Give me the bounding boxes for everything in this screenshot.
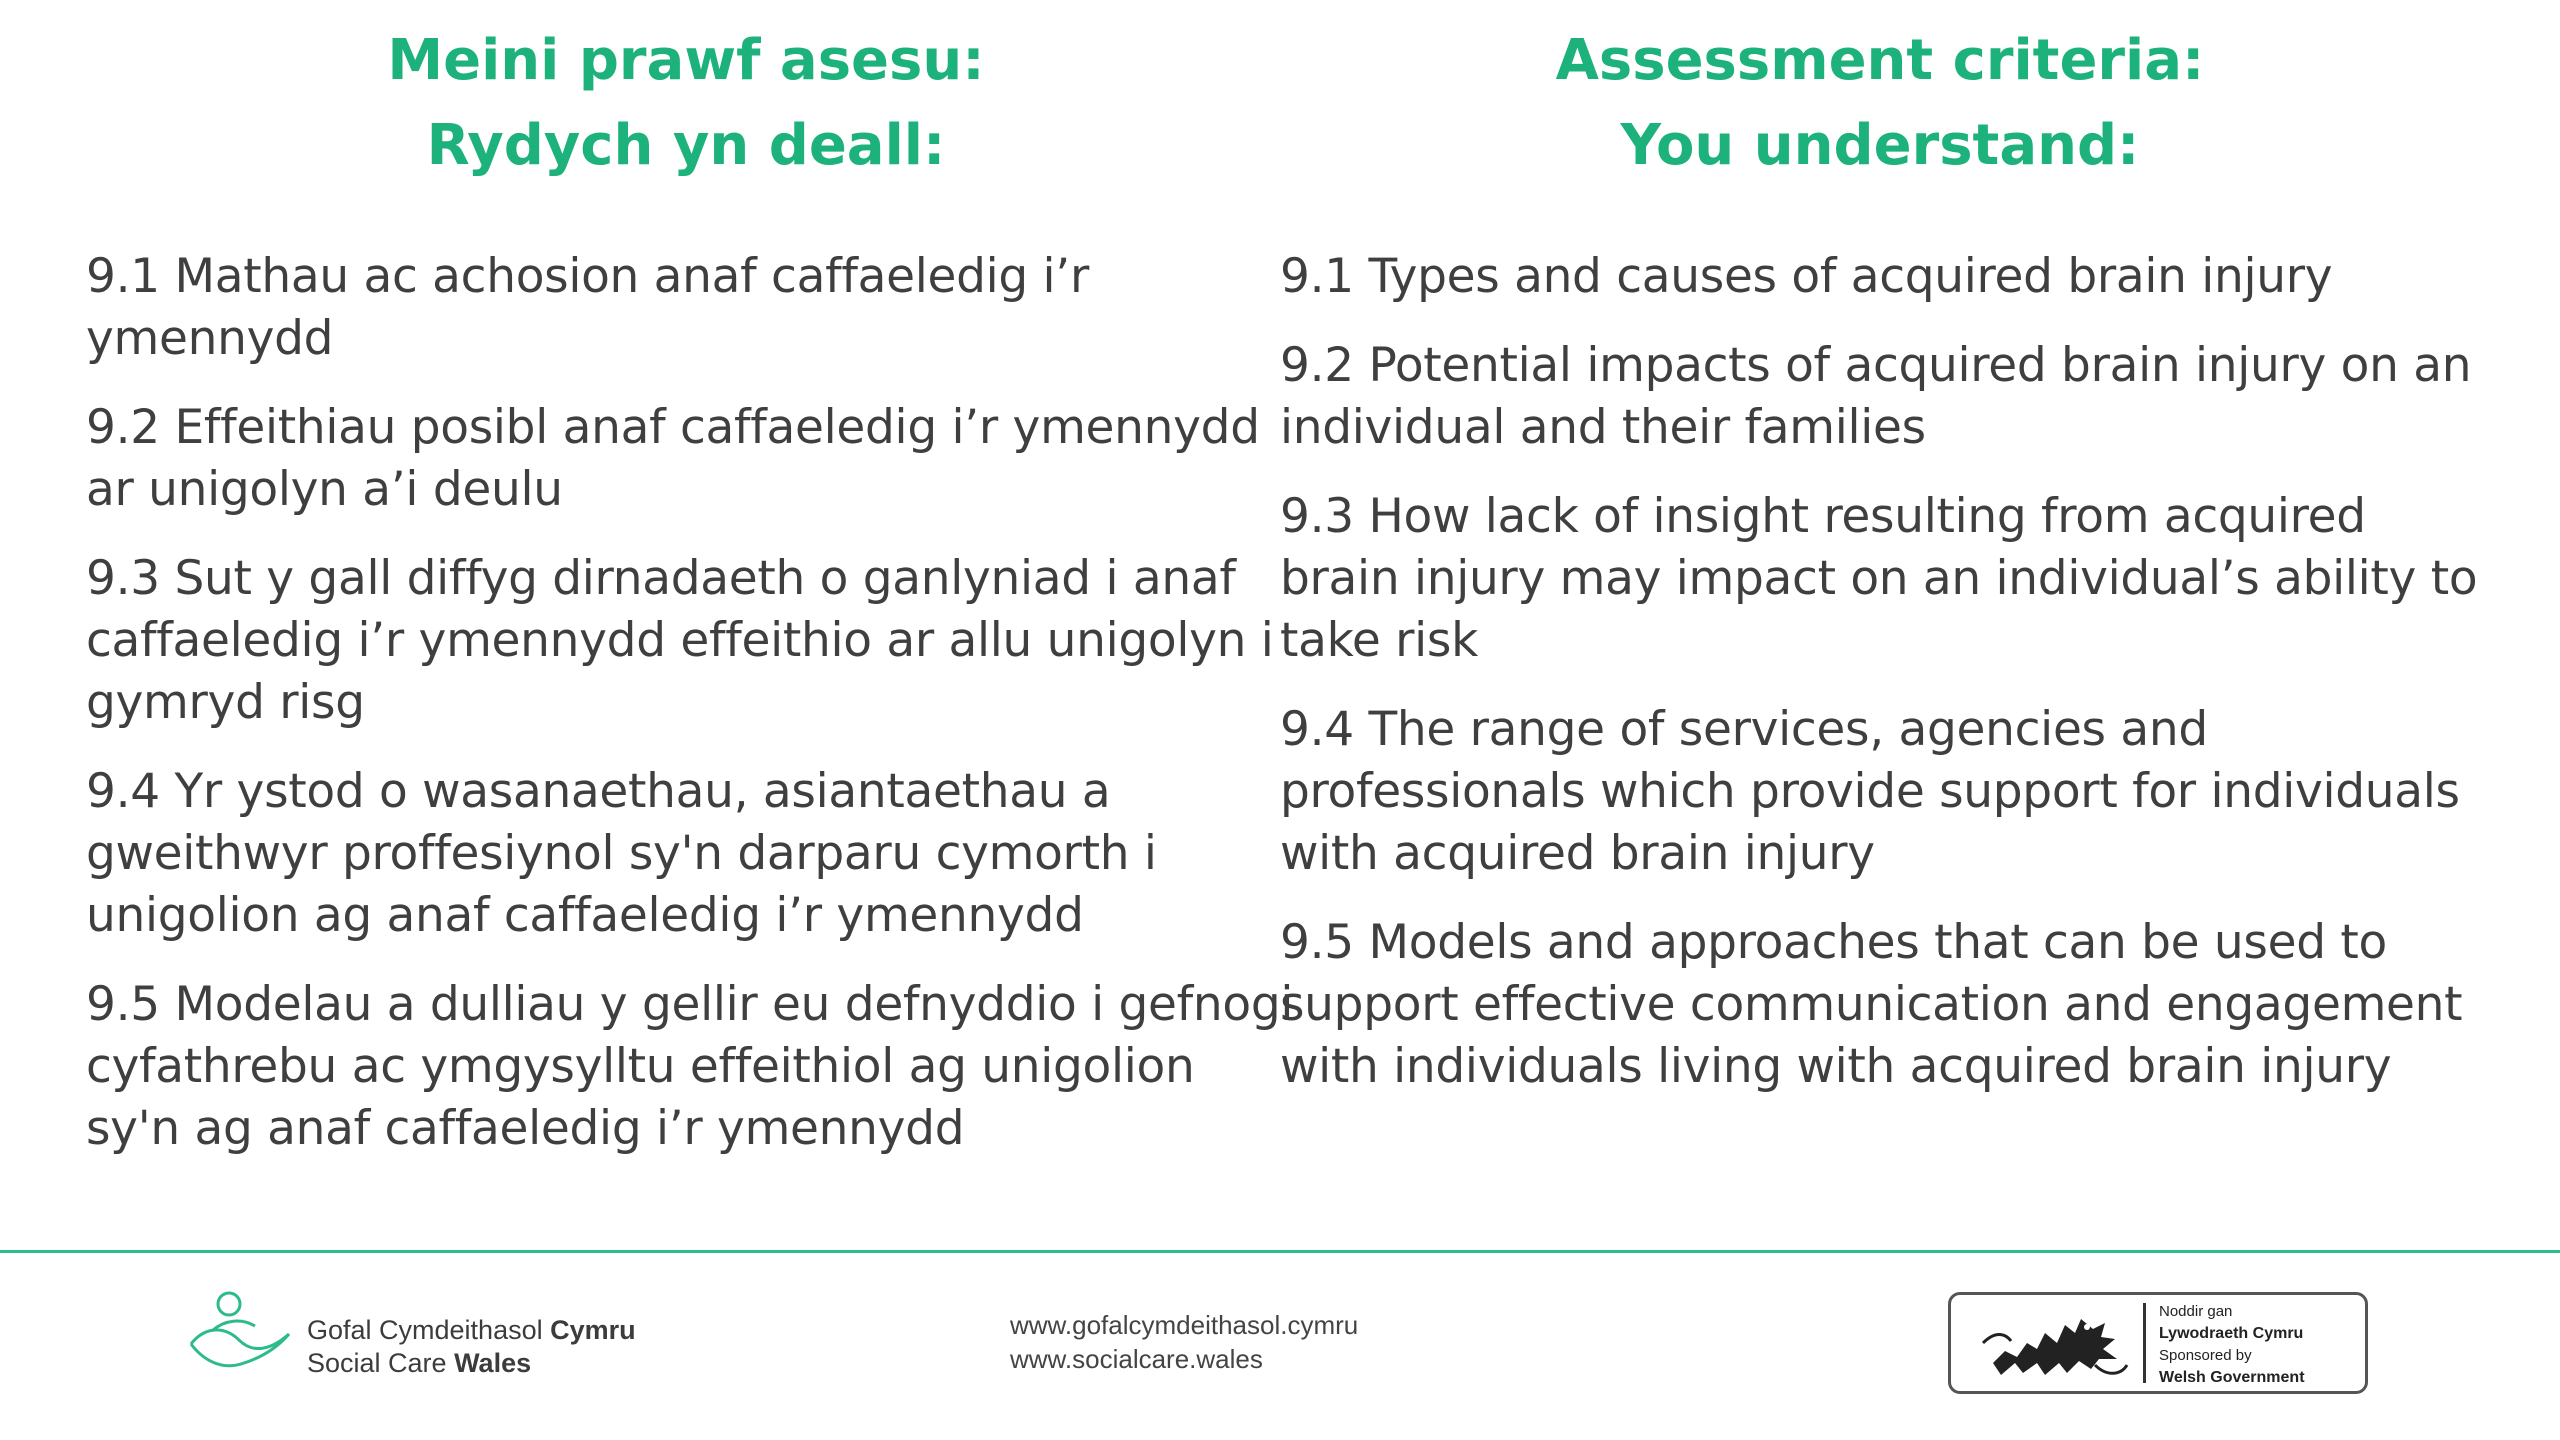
gov-logo-divider: [2143, 1303, 2146, 1383]
english-criterion-9-4: 9.4 The range of services, agencies and professionals which provide support for individuals with acquired brain injury: [1280, 702, 2460, 881]
english-criterion-9-3: 9.3 How lack of insight resulting from acquired brain injury may impact on an individual’s ability to take risk: [1280, 489, 2478, 668]
welsh-heading-line1: Meini prawf asesu:: [387, 28, 985, 93]
logo-line-welsh: Gofal Cymdeithasol Cymru: [307, 1315, 636, 1345]
welsh-heading-line2: Rydych yn deall:: [426, 113, 946, 178]
welsh-criterion-9-5: 9.5 Modelau a dulliau y gellir eu defnyddio i gefnogi cyfathrebu ac ymgysylltu effeithiol ag unigolion sy'n ag anaf caffaeledig i’r ymennydd: [86, 977, 1294, 1156]
english-criterion-9-1: 9.1 Types and causes of acquired brain injury: [1280, 249, 2333, 304]
footer-divider: [0, 1250, 2560, 1253]
welsh-criterion-9-3: 9.3 Sut y gall diffyg dirnadaeth o ganlyniad i anaf caffaeledig i’r ymennydd effeithio ar allu unigolyn i gymryd risg: [86, 551, 1274, 730]
welsh-criterion-9-2: 9.2 Effeithiau posibl anaf caffaeledig i’r ymennydd ar unigolyn a’i deulu: [86, 400, 1260, 517]
english-criterion-9-5: 9.5 Models and approaches that can be used to support effective communication and engagement with individuals living with acquired brain injury: [1280, 915, 2463, 1094]
welsh-criterion-9-4: 9.4 Yr ystod o wasanaethau, asiantaethau a gweithwyr proffesiynol sy'n darparu cymorth i unigolion ag anaf caffaeledig i’r ymennydd: [86, 764, 1157, 943]
english-heading-line1: Assessment criteria:: [1555, 28, 2205, 93]
social-care-wales-logo: [185, 1290, 715, 1390]
english-criteria-list: [1280, 246, 2490, 1125]
footer-urls: [1010, 1308, 1358, 1376]
welsh-criteria-list: [86, 246, 1296, 1187]
welsh-government-logo: [1948, 1292, 2368, 1394]
social-care-wales-logo-text: [307, 1314, 636, 1380]
welsh-heading: [86, 18, 1286, 188]
url-english-link[interactable]: www.socialcare.wales: [1010, 1344, 1263, 1374]
gov-logo-text: Noddir gan Lywodraeth Cymru Sponsored by Welsh Government: [2159, 1303, 2305, 1386]
english-heading-line2: You understand:: [1620, 113, 2140, 178]
english-heading: [1280, 18, 2480, 188]
welsh-dragon-icon: [1975, 1303, 2135, 1387]
welsh-criterion-9-1: 9.1 Mathau ac achosion anaf caffaeledig i’r ymennydd: [86, 249, 1089, 366]
social-care-wales-logo-icon: [185, 1290, 297, 1380]
english-criterion-9-2: 9.2 Potential impacts of acquired brain injury on an individual and their families: [1280, 338, 2472, 455]
logo-line-english: Social Care Wales: [307, 1348, 532, 1378]
url-welsh-link[interactable]: www.gofalcymdeithasol.cymru: [1010, 1310, 1359, 1340]
